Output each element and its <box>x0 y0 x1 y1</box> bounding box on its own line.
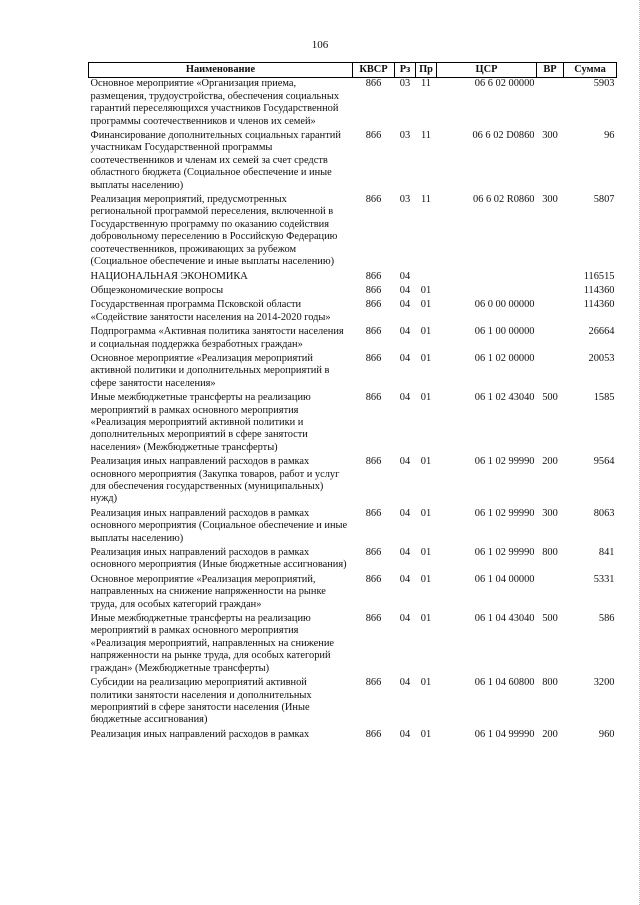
row-vr <box>537 297 564 324</box>
row-rz: 04 <box>399 326 411 338</box>
row-kvsr: 866 <box>365 547 382 559</box>
row-sum: 114360 <box>583 299 615 311</box>
table-row <box>89 454 617 506</box>
row-vr <box>537 283 564 297</box>
row-rz: 03 <box>399 130 411 142</box>
row-rz: 04 <box>399 352 411 364</box>
row-kvsr: 866 <box>365 507 382 519</box>
row-csr: 06 1 02 00000 <box>474 352 535 364</box>
row-rz: 04 <box>399 728 411 740</box>
row-rz: 04 <box>399 284 411 296</box>
row-name: Реализация иных направлений расходов в рамках <box>90 728 310 740</box>
table-row <box>89 269 617 283</box>
row-vr: 200 <box>542 728 558 740</box>
row-name: Реализация мероприятий, предусмотренных региональной программой переселения, включенной в Государственную программу по оказанию содействия добровольному переселению в Российскую Федерацию соотечественников, проживающих за рубежом (Социальное обеспечение и иные выплаты населению) <box>90 194 338 268</box>
row-vr: 500 <box>542 392 558 404</box>
row-rz: 04 <box>399 547 411 559</box>
row-name: Основное мероприятие «Реализация мероприятий активной политики и дополнительных мероприятий в сфере занятости населения» <box>90 352 330 389</box>
row-vr: 800 <box>542 677 558 689</box>
table-row <box>89 297 617 324</box>
header-kvsr: КВСР <box>353 63 395 78</box>
row-vr <box>537 324 564 351</box>
row-csr: 06 6 02 D0860 <box>472 130 535 142</box>
row-name: Реализация иных направлений расходов в рамках основного мероприятия (Социальное обеспечение и иные выплаты населению) <box>90 507 348 544</box>
row-vr: 500 <box>542 613 558 625</box>
table-row <box>89 192 617 268</box>
row-vr <box>537 351 564 390</box>
row-rz: 04 <box>399 270 411 282</box>
row-pr: 11 <box>420 78 431 90</box>
row-pr: 11 <box>420 194 431 206</box>
row-vr <box>537 572 564 611</box>
row-name: Реализация иных направлений расходов в рамках основного мероприятия (Иные бюджетные ассигнования) <box>90 547 347 571</box>
row-pr: 01 <box>420 392 432 404</box>
row-vr: 200 <box>542 456 558 468</box>
table-row <box>89 324 617 351</box>
row-sum: 586 <box>598 613 615 625</box>
row-pr: 01 <box>420 456 432 468</box>
row-kvsr: 866 <box>365 194 382 206</box>
row-pr: 01 <box>420 677 432 689</box>
row-pr: 11 <box>420 130 431 142</box>
row-csr: 06 1 02 43040 <box>474 392 535 404</box>
row-sum: 5903 <box>593 78 615 90</box>
row-sum: 8063 <box>593 507 615 519</box>
row-csr: 06 1 04 99990 <box>474 728 535 740</box>
row-kvsr: 866 <box>365 270 382 282</box>
row-csr: 06 1 02 99990 <box>474 456 535 468</box>
row-kvsr: 866 <box>365 613 382 625</box>
row-sum: 1585 <box>593 392 615 404</box>
table-header-row <box>89 63 617 78</box>
row-kvsr: 866 <box>365 284 382 296</box>
row-sum: 5331 <box>593 573 615 585</box>
table-row <box>89 283 617 297</box>
row-rz: 04 <box>399 613 411 625</box>
row-rz: 03 <box>399 78 411 90</box>
header-rz: Рз <box>395 63 416 78</box>
row-name: Основное мероприятие «Организация приема, размещения, трудоустройства, обеспечения социальных гарантий переселяющихся участников Государственной программы соотечественников и членов их семей» <box>90 78 340 127</box>
row-rz: 04 <box>399 507 411 519</box>
row-sum: 960 <box>598 728 615 740</box>
row-pr <box>416 269 437 283</box>
table-row <box>89 572 617 611</box>
row-rz: 04 <box>399 392 411 404</box>
row-sum: 5807 <box>593 194 615 206</box>
row-pr: 01 <box>420 728 432 740</box>
table-row <box>89 390 617 454</box>
row-sum: 3200 <box>593 677 615 689</box>
row-rz: 04 <box>399 573 411 585</box>
row-name: Государственная программа Псковской области «Содействие занятости населения на 2014-2020 годы» <box>90 299 331 323</box>
row-pr: 01 <box>420 507 432 519</box>
row-csr: 06 0 00 00000 <box>474 299 535 311</box>
row-pr: 01 <box>420 573 432 585</box>
row-pr: 01 <box>420 352 432 364</box>
row-csr <box>437 283 537 297</box>
row-sum: 20053 <box>588 352 615 364</box>
row-sum: 114360 <box>583 284 615 296</box>
row-kvsr: 866 <box>365 78 382 90</box>
row-kvsr: 866 <box>365 130 382 142</box>
table-row <box>89 506 617 545</box>
table-row <box>89 78 617 128</box>
row-vr: 300 <box>542 194 558 206</box>
row-kvsr: 866 <box>365 299 382 311</box>
row-name: Субсидии на реализацию мероприятий активной политики занятости населения и дополнительных мероприятий в сфере занятости населения (Иные бюджетные ассигнования) <box>90 677 312 726</box>
row-name: Иные межбюджетные трансферты на реализацию мероприятий в рамках основного мероприятия «Реализация мероприятий, направленных на снижение напряженности на рынке труда, для особых категорий граждан» (Межбюджетные трансферты) <box>90 613 335 674</box>
row-kvsr: 866 <box>365 352 382 364</box>
row-csr <box>437 269 537 283</box>
row-csr: 06 1 02 99990 <box>474 547 535 559</box>
row-csr: 06 1 04 60800 <box>474 677 535 689</box>
row-sum: 96 <box>604 130 615 142</box>
row-rz: 04 <box>399 456 411 468</box>
row-name: Иные межбюджетные трансферты на реализацию мероприятий в рамках основного мероприятия «Реализация мероприятий активной политики и дополнительных мероприятий в сфере занятости населения» (Межбюджетные трансферты) <box>90 392 311 453</box>
row-kvsr: 866 <box>365 728 382 740</box>
row-name: Реализация иных направлений расходов в рамках основного мероприятия (Закупка товаров, работ и услуг для обеспечения государственных (муниципальных) нужд) <box>90 456 340 505</box>
row-name: Финансирование дополнительных социальных гарантий участникам Государственной программы соотечественников и членам их семей за счет средств областного бюджета (Социальное обеспечение и иные выплаты населению) <box>90 130 341 191</box>
row-csr: 06 1 04 43040 <box>474 613 535 625</box>
row-kvsr: 866 <box>365 456 382 468</box>
row-name: Основное мероприятие «Реализация мероприятий, направленных на снижение напряженности на рынке труда, для особых категорий граждан» <box>90 573 326 610</box>
header-pr: Пр <box>416 63 437 78</box>
row-pr: 01 <box>420 299 432 311</box>
row-kvsr: 866 <box>365 392 382 404</box>
row-csr: 06 6 02 00000 <box>474 78 535 90</box>
row-kvsr: 866 <box>365 677 382 689</box>
row-rz: 04 <box>399 677 411 689</box>
row-vr <box>537 78 564 128</box>
budget-table <box>88 62 617 741</box>
row-rz: 04 <box>399 299 411 311</box>
row-csr: 06 1 04 00000 <box>474 573 535 585</box>
row-vr: 300 <box>542 507 558 519</box>
row-pr: 01 <box>420 284 432 296</box>
row-sum: 9564 <box>593 456 615 468</box>
row-pr: 01 <box>420 326 432 338</box>
table-row <box>89 675 617 727</box>
table-row <box>89 611 617 675</box>
header-csr: ЦСР <box>437 63 537 78</box>
row-pr: 01 <box>420 613 432 625</box>
table-row <box>89 351 617 390</box>
table-row <box>89 727 617 741</box>
row-csr: 06 1 02 99990 <box>474 507 535 519</box>
row-kvsr: 866 <box>365 326 382 338</box>
row-pr: 01 <box>420 547 432 559</box>
header-sum: Сумма <box>564 63 617 78</box>
row-vr <box>537 269 564 283</box>
row-name: Общеэкономические вопросы <box>90 284 224 296</box>
row-vr: 800 <box>542 547 558 559</box>
row-sum: 841 <box>598 547 615 559</box>
row-sum: 116515 <box>583 270 615 282</box>
row-sum: 26664 <box>588 326 615 338</box>
page-number: 106 <box>311 39 329 51</box>
table-row <box>89 128 617 192</box>
row-csr: 06 6 02 R0860 <box>473 194 535 206</box>
row-name: Подпрограмма «Активная политика занятости населения и социальная поддержка безработных граждан» <box>90 326 344 350</box>
row-csr: 06 1 00 00000 <box>474 326 535 338</box>
row-kvsr: 866 <box>365 573 382 585</box>
table-row <box>89 545 617 572</box>
header-name: Наименование <box>89 63 353 78</box>
header-vr: ВР <box>537 63 564 78</box>
row-name: НАЦИОНАЛЬНАЯ ЭКОНОМИКА <box>90 270 248 282</box>
row-vr: 300 <box>542 130 558 142</box>
row-rz: 03 <box>399 194 411 206</box>
